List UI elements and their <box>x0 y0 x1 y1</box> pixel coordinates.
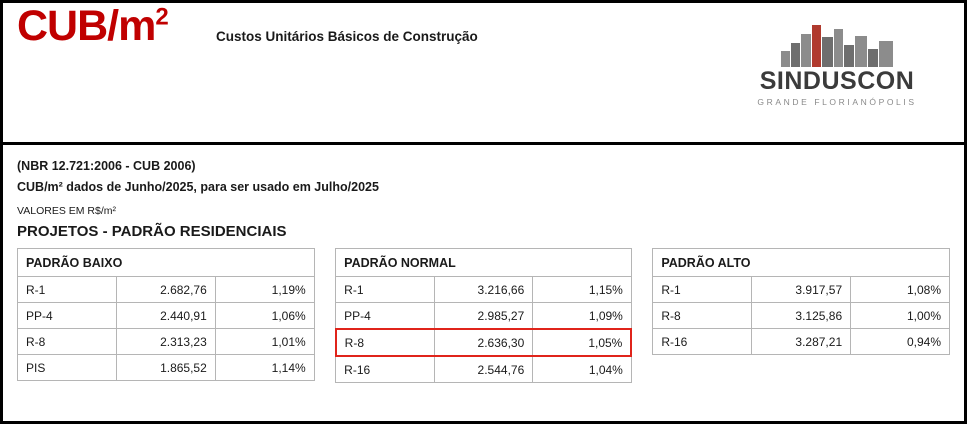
table-row <box>18 277 315 303</box>
row-value: 2.636,30 <box>434 329 533 356</box>
row-value: 1.865,52 <box>116 355 215 381</box>
table-title: PADRÃO ALTO <box>653 249 950 277</box>
row-label: R-1 <box>336 277 435 303</box>
row-value: 2.440,91 <box>116 303 215 329</box>
table-padrao-alto <box>652 248 950 380</box>
row-label: R-1 <box>18 277 117 303</box>
row-percent: 1,19% <box>215 277 314 303</box>
sinduscon-name: SINDUSCON <box>759 67 915 95</box>
sinduscon-region: GRANDE FLORIANÓPOLIS <box>757 97 917 107</box>
cub-logo <box>17 2 168 50</box>
row-value: 2.544,76 <box>434 356 533 383</box>
table-padrao-normal <box>335 248 633 383</box>
row-percent: 1,05% <box>533 329 632 356</box>
row-label: R-1 <box>653 277 752 303</box>
table-title: PADRÃO NORMAL <box>336 249 632 277</box>
table-row <box>653 277 950 303</box>
table-header-row <box>336 249 632 277</box>
page-title: PROJETOS - PADRÃO RESIDENCIAIS <box>17 223 287 240</box>
table-row <box>18 355 315 381</box>
sinduscon-logo <box>732 25 942 107</box>
row-label: R-8 <box>336 329 435 356</box>
table-row <box>336 356 632 383</box>
table-row <box>336 303 632 330</box>
row-label: R-16 <box>653 329 752 355</box>
table-padrao-baixo <box>17 248 315 381</box>
document-header <box>3 3 964 145</box>
table-row <box>18 303 315 329</box>
row-percent: 1,15% <box>533 277 632 303</box>
row-percent: 1,00% <box>851 303 950 329</box>
row-value: 2.985,27 <box>434 303 533 330</box>
standards-tables <box>17 248 950 383</box>
table-header-row <box>653 249 950 277</box>
row-value: 3.917,57 <box>752 277 851 303</box>
values-unit-note: VALORES EM R$/m² <box>17 205 116 217</box>
row-label: R-8 <box>653 303 752 329</box>
row-percent: 0,94% <box>851 329 950 355</box>
row-label <box>653 355 752 381</box>
row-percent: 1,08% <box>851 277 950 303</box>
row-value <box>752 355 851 381</box>
row-label: PP-4 <box>336 303 435 330</box>
buildings-icon <box>781 25 893 67</box>
row-value: 3.216,66 <box>434 277 533 303</box>
table-row-highlighted <box>336 329 632 356</box>
table-row <box>653 303 950 329</box>
row-percent: 1,14% <box>215 355 314 381</box>
table-padrao-baixo-wrapper <box>17 248 315 383</box>
table-row <box>653 329 950 355</box>
row-value: 2.682,76 <box>116 277 215 303</box>
row-value: 2.313,23 <box>116 329 215 355</box>
row-value: 3.287,21 <box>752 329 851 355</box>
table-padrao-normal-wrapper <box>335 248 633 383</box>
row-label: R-8 <box>18 329 117 355</box>
cub-logo-text: CUB/m <box>17 2 156 50</box>
row-percent: 1,06% <box>215 303 314 329</box>
row-label: PP-4 <box>18 303 117 329</box>
row-percent: 1,04% <box>533 356 632 383</box>
table-padrao-alto-wrapper <box>652 248 950 383</box>
row-percent <box>851 355 950 381</box>
table-header-row <box>18 249 315 277</box>
table-title: PADRÃO BAIXO <box>18 249 315 277</box>
table-row-empty <box>653 355 950 381</box>
cub-logo-superscript: 2 <box>155 3 168 31</box>
row-value: 3.125,86 <box>752 303 851 329</box>
row-percent: 1,09% <box>533 303 632 330</box>
row-percent: 1,01% <box>215 329 314 355</box>
table-row <box>336 277 632 303</box>
row-label: R-16 <box>336 356 435 383</box>
document-body <box>3 145 964 383</box>
nbr-reference: (NBR 12.721:2006 - CUB 2006) <box>17 159 196 173</box>
row-label: PIS <box>18 355 117 381</box>
period-reference: CUB/m² dados de Junho/2025, para ser usado em Julho/2025 <box>17 180 379 194</box>
table-row <box>18 329 315 355</box>
header-subtitle: Custos Unitários Básicos de Construção <box>216 29 478 44</box>
